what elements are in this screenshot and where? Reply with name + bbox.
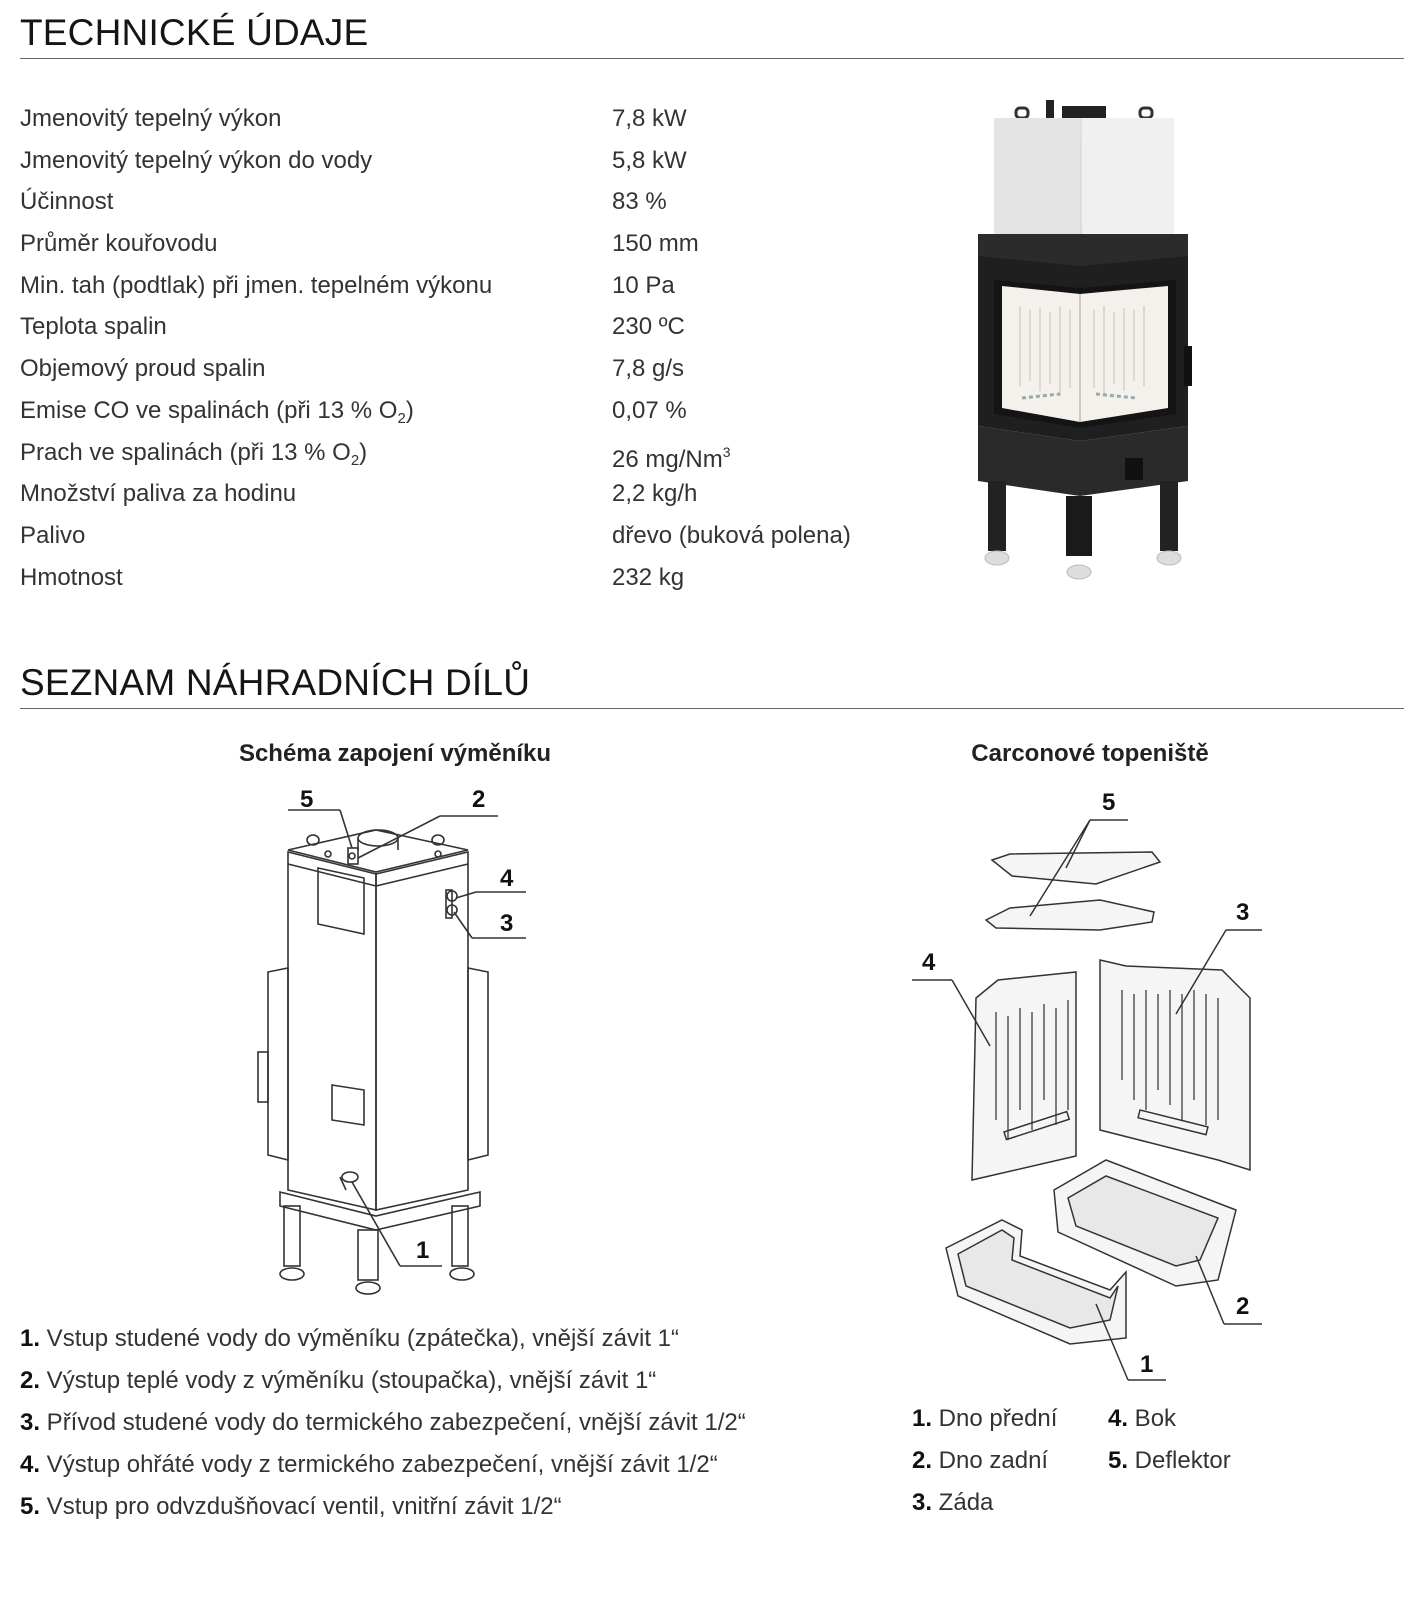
exchanger-title: Schéma zapojení výměníku: [238, 740, 552, 767]
spec-label: Objemový proud spalin: [20, 355, 266, 383]
legend-item: 4. Výstup ohřáté vody z termického zabezpečení, vnější závit 1/2“: [20, 1451, 718, 1478]
firebox-legend-left: [912, 1398, 1057, 1524]
firebox-callout-5: 5: [1102, 789, 1116, 816]
spec-label: Min. tah (podtlak) při jmen. tepelném výkonu: [20, 271, 493, 299]
spec-value: 230 ºC: [612, 313, 685, 341]
firebox-callout-4: 4: [922, 949, 936, 976]
spec-label: Hmotnost: [20, 563, 123, 591]
exchanger-callout-1: 1: [416, 1237, 430, 1264]
spec-value: 0,07 %: [612, 396, 687, 424]
spec-label: Prach ve spalinách (při 13 % $O_2$): [20, 438, 368, 469]
spec-value: 232 kg: [612, 563, 685, 591]
exchanger-legend: [20, 1318, 746, 1528]
spec-label: Průměr kouřovodu: [20, 230, 218, 258]
exchanger-diagram: [240, 780, 550, 1310]
spec-value: 26 mg/Nm$^3$: [612, 443, 731, 473]
spec-value: 150 mm: [612, 230, 699, 258]
exchanger-callout-3: 3: [500, 910, 514, 937]
firebox-callout-2: 2: [1236, 1293, 1250, 1320]
spec-label: Palivo: [20, 521, 86, 549]
firebox-title: Carconové topeniště: [971, 740, 1209, 767]
exchanger-callout-2: 2: [472, 786, 486, 813]
exchanger-callout-5: 5: [300, 786, 314, 813]
legend-item: 1. Dno přední: [912, 1405, 1058, 1432]
spare-parts-title: SEZNAM NÁHRADNÍCH DÍLŮ: [20, 662, 531, 703]
spec-value: 7,8 kW: [612, 105, 687, 132]
spec-label: Množství paliva za hodinu: [20, 480, 297, 508]
spec-label: Emise CO ve spalinách (při 13 % $O_2$): [20, 396, 414, 427]
spec-label: Účinnost: [20, 188, 114, 216]
legend-item: 3. Přívod studené vody do termického zabezpečení, vnější závit 1/2“: [20, 1409, 746, 1436]
spec-value: 83 %: [612, 188, 667, 216]
spec-label: Jmenovitý tepelný výkon: [20, 105, 282, 132]
spec-value: 7,8 g/s: [612, 355, 685, 383]
legend-item: 2. Dno zadní: [912, 1447, 1049, 1474]
spec-label: Jmenovitý tepelný výkon do vody: [20, 146, 373, 174]
parts-rule: [20, 708, 1404, 709]
firebox-diagram: [900, 780, 1280, 1400]
spec-value: 2,2 kg/h: [612, 480, 698, 508]
exchanger-callout-4: 4: [500, 865, 514, 892]
firebox-legend-right: [1108, 1398, 1231, 1482]
legend-item: 3. Záda: [912, 1489, 994, 1516]
spec-label: Teplota spalin: [20, 313, 167, 341]
technical-data-title: TECHNICKÉ ÚDAJE: [20, 12, 369, 53]
firebox-callout-1: 1: [1140, 1351, 1154, 1378]
spec-value: dřevo (buková polena): [612, 521, 851, 549]
spec-value: 5,8 kW: [612, 146, 687, 174]
title-rule: [20, 58, 1404, 59]
legend-item: 1. Vstup studené vody do výměníku (zpátečka), vnější závit 1“: [20, 1325, 679, 1352]
legend-item: 5. Vstup pro odvzdušňovací ventil, vnitřní závit 1/2“: [20, 1493, 562, 1520]
legend-item: 2. Výstup teplé vody z výměníku (stoupačka), vnější závit 1“: [20, 1367, 657, 1394]
spec-value: 10 Pa: [612, 271, 675, 299]
legend-item: 4. Bok: [1108, 1405, 1177, 1432]
firebox-callout-3: 3: [1236, 899, 1250, 926]
legend-item: 5. Deflektor: [1108, 1447, 1231, 1474]
stove-illustration: [970, 96, 1200, 586]
